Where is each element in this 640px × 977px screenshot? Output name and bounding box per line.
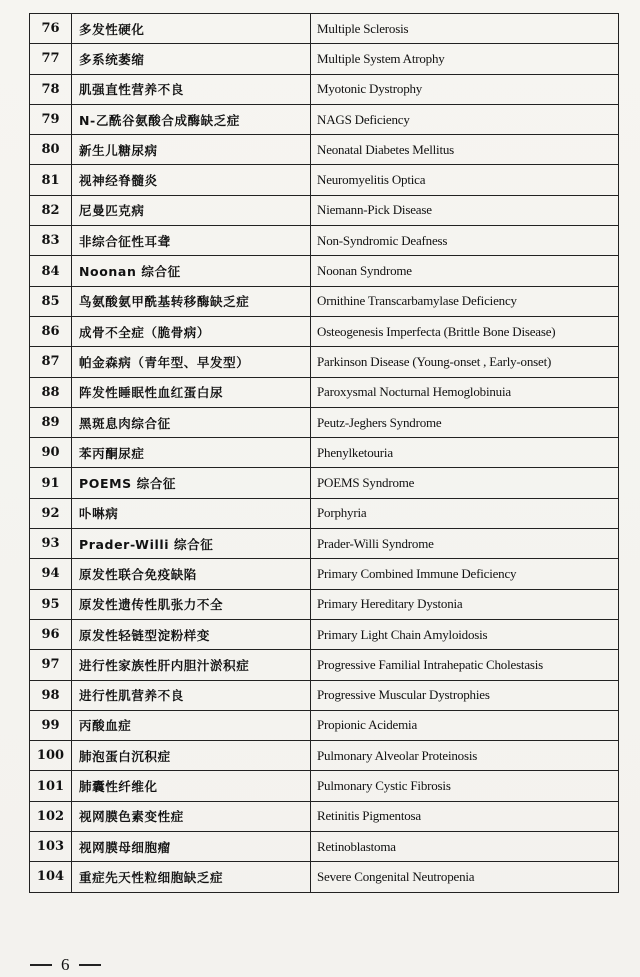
table-row: [30, 862, 619, 892]
table-row: [30, 498, 619, 528]
table-row: [30, 801, 619, 831]
table-row: [30, 195, 619, 225]
row-number: 81: [30, 165, 72, 195]
table-row: [30, 771, 619, 801]
chinese-disease-name: N-乙酰谷氨酸合成酶缺乏症: [72, 104, 311, 134]
table-row: [30, 316, 619, 346]
table-row: [30, 407, 619, 437]
chinese-disease-name: 鸟氨酸氨甲酰基转移酶缺乏症: [72, 286, 311, 316]
chinese-disease-name: 进行性家族性肝内胆汁淤积症: [72, 650, 311, 680]
table-row: [30, 559, 619, 589]
table-row: [30, 74, 619, 104]
table-row: [30, 589, 619, 619]
row-number: 86: [30, 316, 72, 346]
row-number: 93: [30, 529, 72, 559]
english-disease-name: Primary Light Chain Amyloidosis: [311, 619, 619, 649]
row-number: 100: [30, 741, 72, 771]
row-number: 104: [30, 862, 72, 892]
chinese-disease-name: 帕金森病（青年型、早发型）: [72, 347, 311, 377]
chinese-disease-name: 成骨不全症（脆骨病）: [72, 316, 311, 346]
row-number: 90: [30, 438, 72, 468]
page-number: 6: [61, 955, 70, 974]
row-number: 91: [30, 468, 72, 498]
row-number: 76: [30, 14, 72, 44]
row-number: 82: [30, 195, 72, 225]
row-number: 103: [30, 832, 72, 862]
english-disease-name: Myotonic Dystrophy: [311, 74, 619, 104]
english-disease-name: Pulmonary Cystic Fibrosis: [311, 771, 619, 801]
row-number: 102: [30, 801, 72, 831]
english-disease-name: Paroxysmal Nocturnal Hemoglobinuia: [311, 377, 619, 407]
english-disease-name: Propionic Acidemia: [311, 710, 619, 740]
row-number: 80: [30, 135, 72, 165]
english-disease-name: Peutz-Jeghers Syndrome: [311, 407, 619, 437]
chinese-disease-name: Noonan 综合征: [72, 256, 311, 286]
table-row: [30, 14, 619, 44]
chinese-disease-name: 原发性遗传性肌张力不全: [72, 589, 311, 619]
chinese-disease-name: 多系统萎缩: [72, 44, 311, 74]
chinese-disease-name: 肺泡蛋白沉积症: [72, 741, 311, 771]
row-number: 84: [30, 256, 72, 286]
chinese-disease-name: 尼曼匹克病: [72, 195, 311, 225]
footer-dash-left: [30, 964, 52, 966]
row-number: 83: [30, 226, 72, 256]
english-disease-name: NAGS Deficiency: [311, 104, 619, 134]
chinese-disease-name: 卟啉病: [72, 498, 311, 528]
row-number: 101: [30, 771, 72, 801]
chinese-disease-name: 原发性轻链型淀粉样变: [72, 619, 311, 649]
rare-disease-table: [29, 13, 619, 893]
english-disease-name: Prader-Willi Syndrome: [311, 529, 619, 559]
english-disease-name: Osteogenesis Imperfecta (Brittle Bone Disease): [311, 316, 619, 346]
chinese-disease-name: 黑斑息肉综合征: [72, 407, 311, 437]
row-number: 95: [30, 589, 72, 619]
english-disease-name: Porphyria: [311, 498, 619, 528]
table-row: [30, 438, 619, 468]
english-disease-name: Phenylketouria: [311, 438, 619, 468]
table-row: [30, 529, 619, 559]
chinese-disease-name: 视神经脊髓炎: [72, 165, 311, 195]
row-number: 96: [30, 619, 72, 649]
row-number: 98: [30, 680, 72, 710]
chinese-disease-name: 非综合征性耳聋: [72, 226, 311, 256]
chinese-disease-name: 原发性联合免疫缺陷: [72, 559, 311, 589]
row-number: 97: [30, 650, 72, 680]
row-number: 92: [30, 498, 72, 528]
table-row: [30, 165, 619, 195]
english-disease-name: POEMS Syndrome: [311, 468, 619, 498]
english-disease-name: Multiple Sclerosis: [311, 14, 619, 44]
row-number: 94: [30, 559, 72, 589]
english-disease-name: Progressive Muscular Dystrophies: [311, 680, 619, 710]
table-row: [30, 286, 619, 316]
english-disease-name: Neonatal Diabetes Mellitus: [311, 135, 619, 165]
english-disease-name: Non-Syndromic Deafness: [311, 226, 619, 256]
table-row: [30, 710, 619, 740]
english-disease-name: Multiple System Atrophy: [311, 44, 619, 74]
table-row: [30, 135, 619, 165]
table-row: [30, 377, 619, 407]
table-row: [30, 832, 619, 862]
chinese-disease-name: 肺囊性纤维化: [72, 771, 311, 801]
chinese-disease-name: 多发性硬化: [72, 14, 311, 44]
table-row: [30, 680, 619, 710]
english-disease-name: Neuromyelitis Optica: [311, 165, 619, 195]
table-row: [30, 619, 619, 649]
english-disease-name: Primary Combined Immune Deficiency: [311, 559, 619, 589]
chinese-disease-name: 重症先天性粒细胞缺乏症: [72, 862, 311, 892]
chinese-disease-name: POEMS 综合征: [72, 468, 311, 498]
page-footer: [30, 955, 101, 975]
table-row: [30, 347, 619, 377]
row-number: 87: [30, 347, 72, 377]
chinese-disease-name: 进行性肌营养不良: [72, 680, 311, 710]
row-number: 99: [30, 710, 72, 740]
table-row: [30, 650, 619, 680]
table-row: [30, 468, 619, 498]
english-disease-name: Primary Hereditary Dystonia: [311, 589, 619, 619]
chinese-disease-name: 视网膜色素变性症: [72, 801, 311, 831]
english-disease-name: Retinitis Pigmentosa: [311, 801, 619, 831]
english-disease-name: Severe Congenital Neutropenia: [311, 862, 619, 892]
row-number: 77: [30, 44, 72, 74]
table-row: [30, 256, 619, 286]
chinese-disease-name: 阵发性睡眠性血红蛋白尿: [72, 377, 311, 407]
english-disease-name: Retinoblastoma: [311, 832, 619, 862]
table-row: [30, 741, 619, 771]
row-number: 78: [30, 74, 72, 104]
english-disease-name: Niemann-Pick Disease: [311, 195, 619, 225]
table-row: [30, 226, 619, 256]
table-row: [30, 104, 619, 134]
chinese-disease-name: 肌强直性营养不良: [72, 74, 311, 104]
footer-dash-right: [79, 964, 101, 966]
english-disease-name: Ornithine Transcarbamylase Deficiency: [311, 286, 619, 316]
english-disease-name: Noonan Syndrome: [311, 256, 619, 286]
row-number: 88: [30, 377, 72, 407]
english-disease-name: Progressive Familial Intrahepatic Cholestasis: [311, 650, 619, 680]
row-number: 85: [30, 286, 72, 316]
table-row: [30, 44, 619, 74]
chinese-disease-name: 苯丙酮尿症: [72, 438, 311, 468]
row-number: 89: [30, 407, 72, 437]
table-body: [30, 14, 619, 893]
english-disease-name: Parkinson Disease (Young-onset , Early-onset): [311, 347, 619, 377]
chinese-disease-name: 视网膜母细胞瘤: [72, 832, 311, 862]
english-disease-name: Pulmonary Alveolar Proteinosis: [311, 741, 619, 771]
row-number: 79: [30, 104, 72, 134]
chinese-disease-name: 新生儿糖尿病: [72, 135, 311, 165]
chinese-disease-name: 丙酸血症: [72, 710, 311, 740]
chinese-disease-name: Prader-Willi 综合征: [72, 529, 311, 559]
